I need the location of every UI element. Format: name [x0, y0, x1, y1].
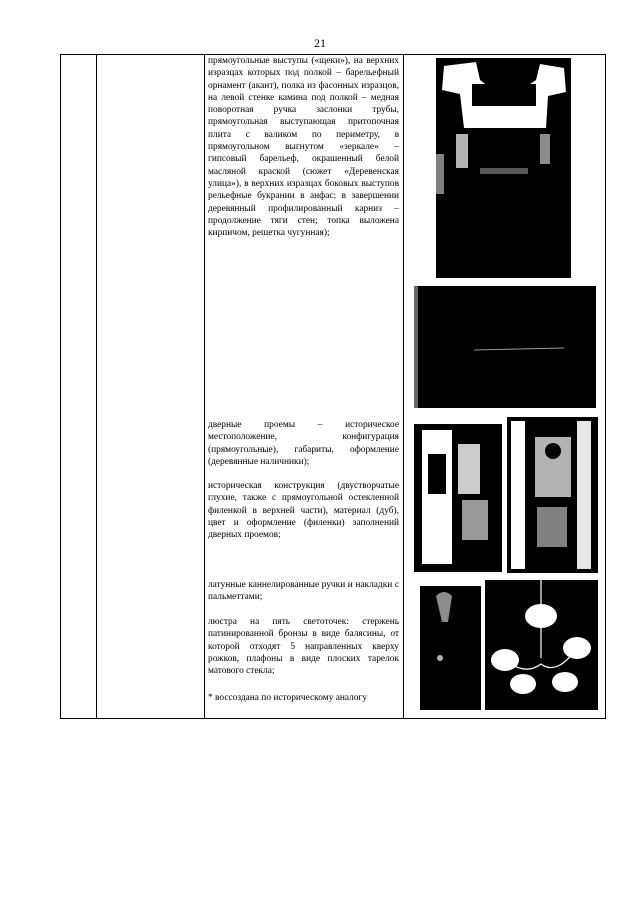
- door-photo-left: [414, 424, 502, 572]
- fireplace-photo: [436, 58, 571, 278]
- door-construction-description: историческая конструкция (двустворчатые глухие, также с прямоугольной остекленной филенкой в верхней части), материал (дуб), цвет и оформление (филенки) заполнений дверных проемов;: [208, 481, 399, 541]
- table-col-border-1: [60, 54, 61, 719]
- door-illustration-left: [414, 424, 502, 572]
- relief-illustration: [414, 286, 596, 408]
- table-col-border-5: [605, 54, 606, 719]
- door-illustration-right: [507, 417, 598, 573]
- handle-illustration: [420, 586, 481, 710]
- table-bottom-border: [60, 718, 606, 719]
- chandelier-photo: [485, 580, 598, 710]
- fireplace-description: прямоугольные выступы («щеки»), на верхних изразцах которых под полкой – барельефный орнамент (акант), полка из фасонных изразцов, на левой стенке камина под полкой – медная поворотная ручка заслонки трубы, прямоугольная выступающая притопочная плита с валиком по периметру, в прямоугольном выгнутом «зеркале» – гипсовый барельеф, окрашенный белой масляной краской (сюжет «Деревенская улица»), в верхних изразцах боковых выступов рельефные букрании в анфас; в завершении деревянный профилированный карниз – продолжение тяги стен; топка выложена кирпичом, решетка чугунная);: [208, 56, 399, 239]
- fireplace-illustration: [436, 58, 571, 278]
- chandelier-illustration: [485, 580, 598, 710]
- table-col-border-4: [403, 54, 404, 719]
- door-handles-description: латунные каннелированные ручки и накладки с пальметтами;: [208, 580, 399, 603]
- table-col-border-2: [96, 54, 97, 719]
- table-col-border-3: [204, 54, 205, 719]
- door-handle-photo: [420, 586, 481, 710]
- chandelier-description: люстра на пять светоточек: стержень патинированной бронзы в виде балясины, от которой отходят 5 направленных кверху рожков, плафоны в виде плоских тарелок матового стекла;: [208, 617, 399, 677]
- page-number: 21: [314, 36, 326, 50]
- door-photo-right: [507, 417, 598, 573]
- door-openings-description: дверные проемы – историческое местоположение, конфигурация (прямоугольные), габариты, оформление (деревянные наличники);: [208, 420, 399, 467]
- footnote-note: * воссоздана по историческому аналогу: [208, 693, 368, 703]
- fireplace-detail-photo: [414, 286, 596, 408]
